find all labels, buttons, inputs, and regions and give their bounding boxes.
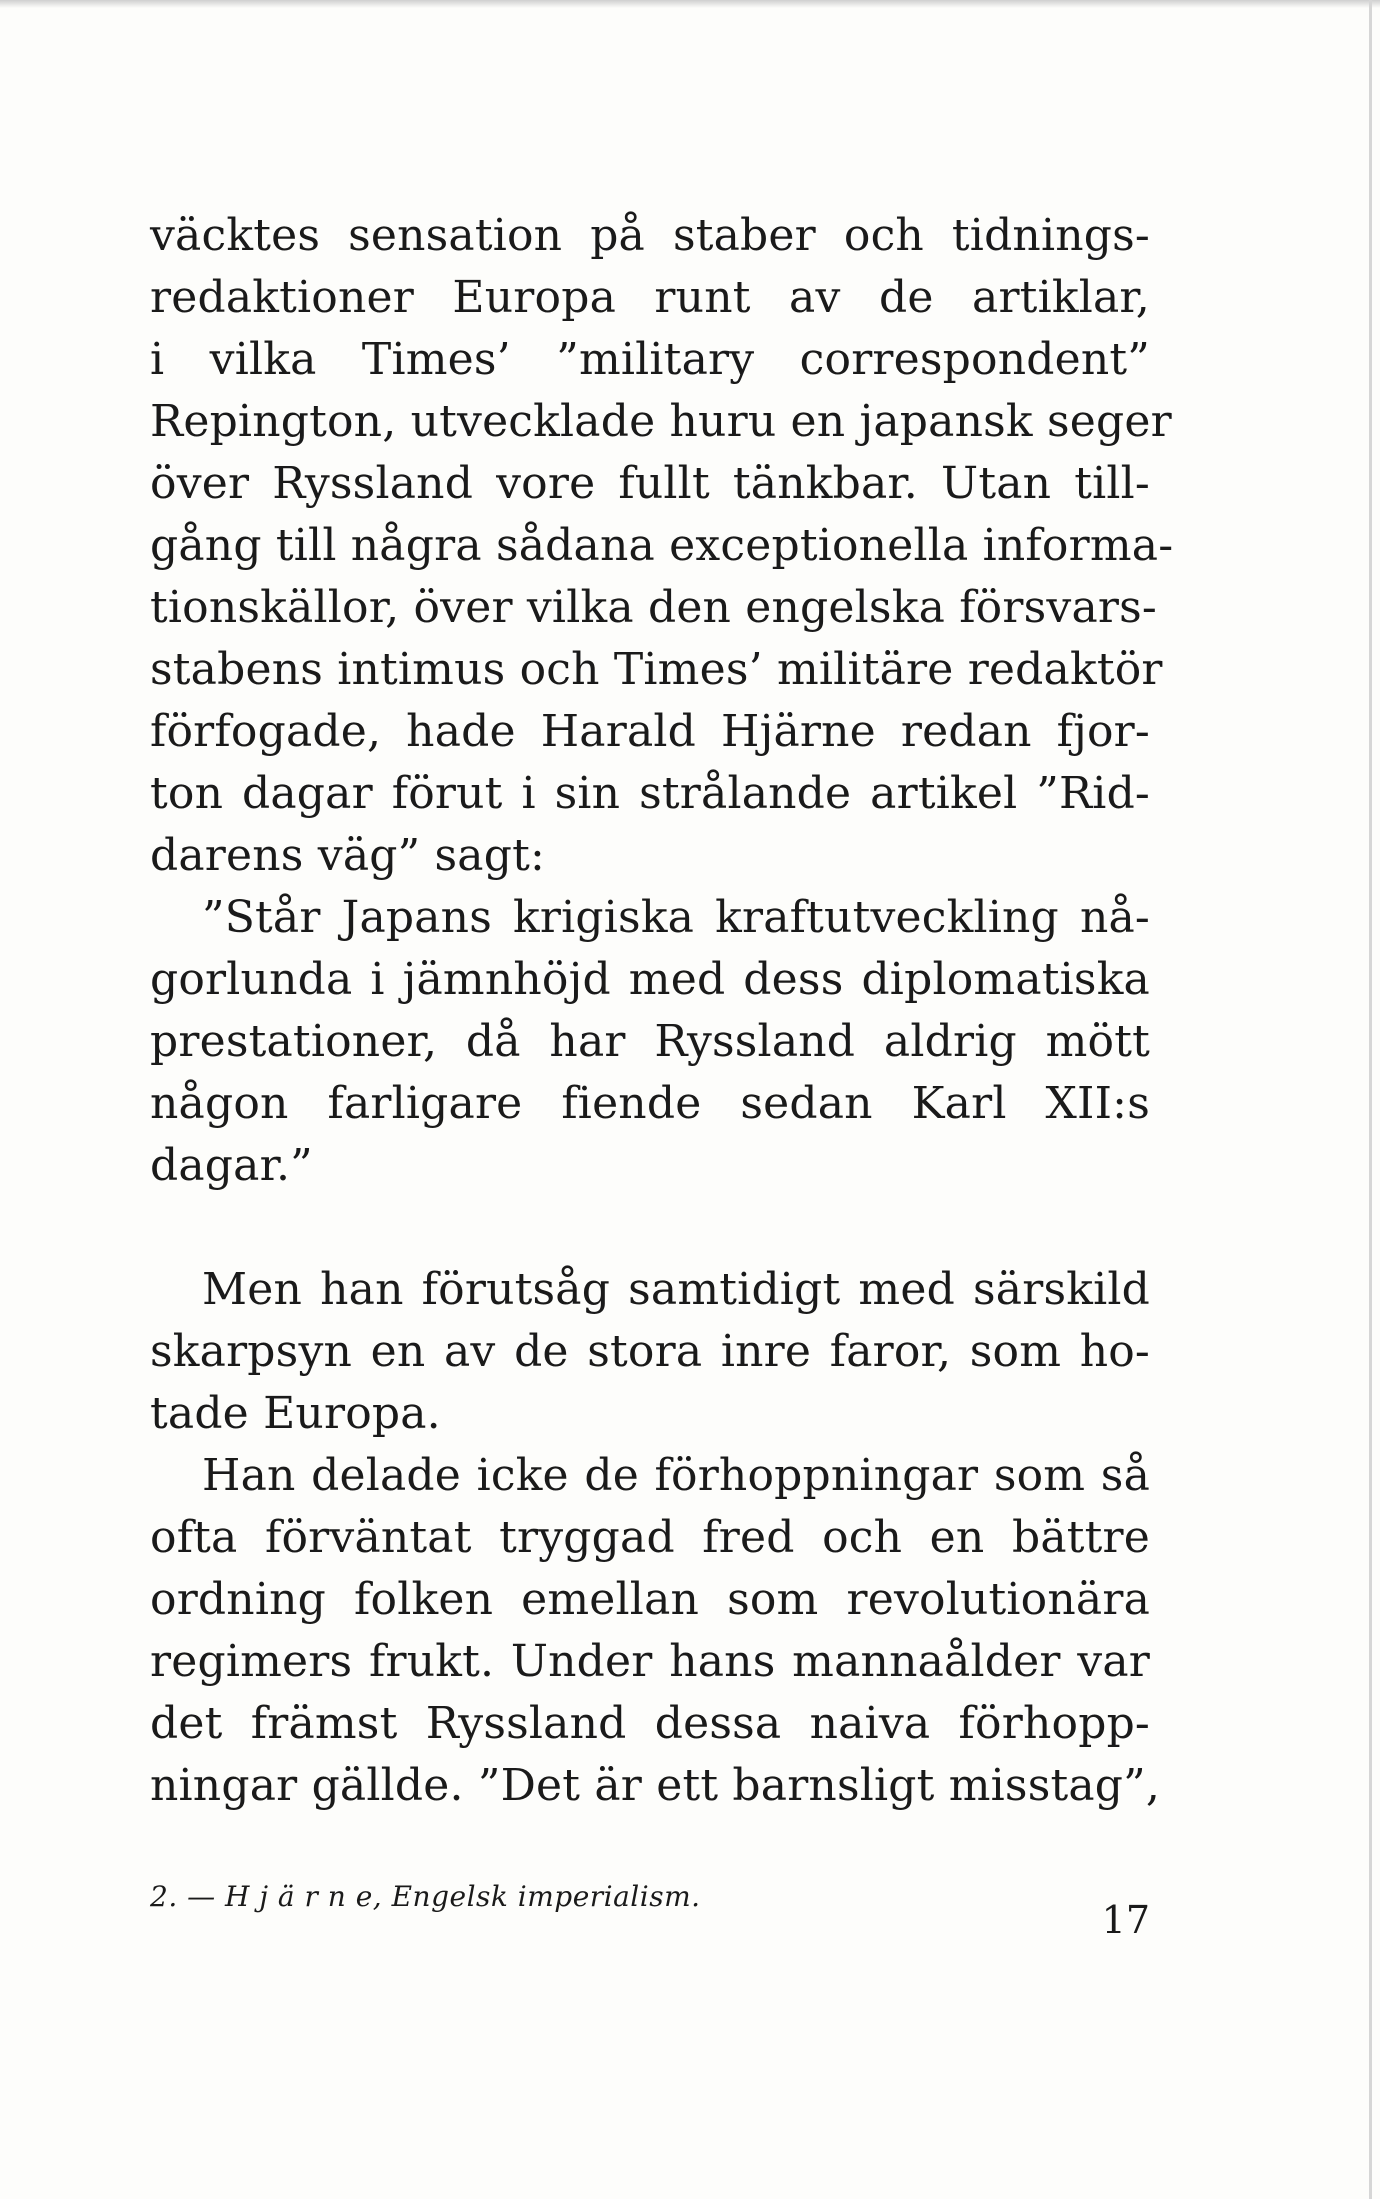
paragraph-4 (150, 1445, 1161, 1817)
text-line: ofta förväntat tryggad fred och en bättre (150, 1512, 1150, 1563)
page-number: 17 (1101, 1898, 1150, 1942)
text-line: Men han förutsåg samtidigt med särskild (202, 1264, 1150, 1315)
text-line: förfogade, hade Harald Hjärne redan fjor- (150, 706, 1150, 757)
scan-top-edge (0, 0, 1380, 8)
scan-right-edge (1369, 0, 1372, 2199)
text-line: ”Står Japans krigiska kraftutveckling nå- (202, 892, 1150, 943)
paragraph-3 (150, 1259, 1150, 1445)
body-text (150, 205, 1174, 1817)
text-line: darens väg” sagt: (150, 830, 545, 881)
text-line: Han delade icke de förhoppningar som så (202, 1450, 1150, 1501)
text-line: redaktioner Europa runt av de artiklar, (150, 272, 1150, 323)
text-line: ordning folken emellan som revolutionära (150, 1574, 1150, 1625)
page-footer (150, 1880, 1150, 1950)
text-line: Repington, utvecklade huru en japansk seger (150, 396, 1172, 447)
text-line: tade Europa. (150, 1388, 441, 1439)
text-line: ningar gällde. ”Det är ett barnsligt misstag”, (150, 1760, 1161, 1811)
text-line: väcktes sensation på staber och tidnings- (150, 210, 1150, 261)
text-line: någon farligare fiende sedan Karl XII:s (150, 1078, 1150, 1129)
text-line: gång till några sådana exceptionella informa- (150, 520, 1174, 571)
text-line: över Ryssland vore fullt tänkbar. Utan till- (150, 458, 1150, 509)
paragraph-2-quote (150, 887, 1150, 1197)
text-line: tionskällor, över vilka den engelska försvars- (150, 582, 1157, 633)
text-line: regimers frukt. Under hans mannaålder var (150, 1636, 1150, 1687)
text-line: i vilka Times’ ”military correspondent” (150, 334, 1150, 385)
text-line: prestationer, då har Ryssland aldrig mött (150, 1016, 1150, 1067)
text-line: stabens intimus och Times’ militäre redaktör (150, 644, 1163, 695)
signature-note: 2. — H j ä r n e, Engelsk imperialism. (150, 1880, 701, 1913)
text-line: ton dagar förut i sin strålande artikel ”Rid- (150, 768, 1150, 819)
text-line: skarpsyn en av de stora inre faror, som ho- (150, 1326, 1150, 1377)
text-line: dagar.” (150, 1140, 313, 1191)
text-line: gorlunda i jämnhöjd med dess diplomatiska (150, 954, 1150, 1005)
section-break (150, 1197, 1150, 1259)
paragraph-1 (150, 205, 1174, 887)
text-line: det främst Ryssland dessa naiva förhopp- (150, 1698, 1150, 1749)
